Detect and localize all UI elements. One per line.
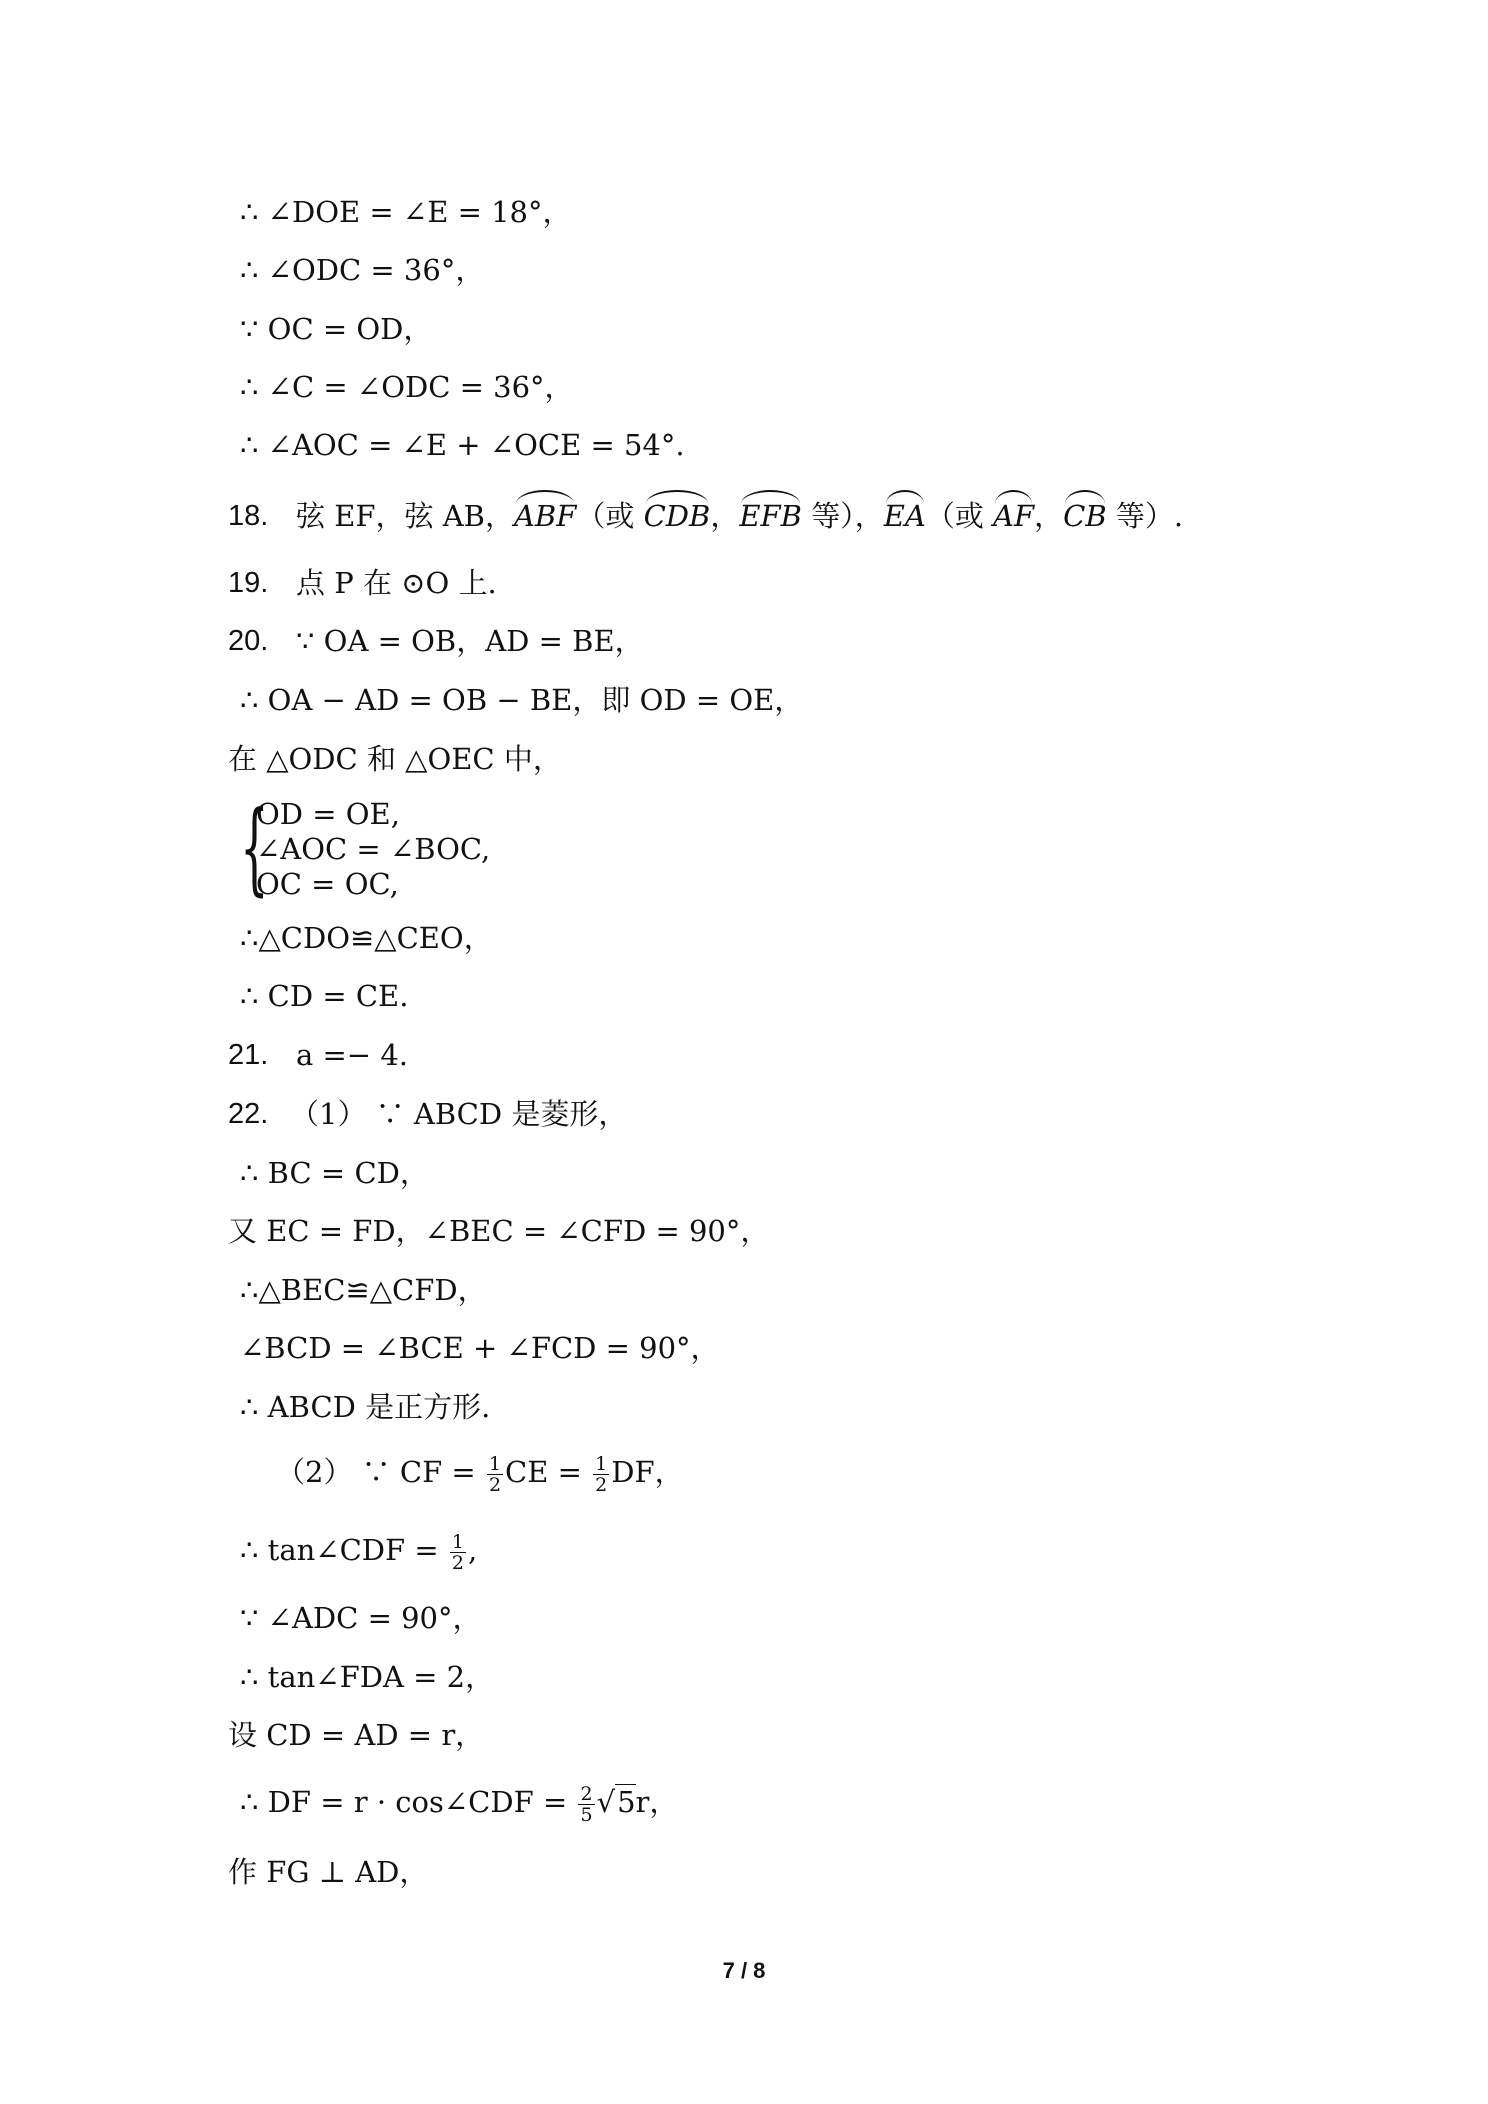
numerator: 1 [595, 1452, 608, 1475]
text-line: ∴△CDO≌△CEO， [240, 921, 493, 955]
question-number: 18. [228, 500, 269, 532]
text-line: 作 FG ⊥ AD， [228, 1855, 429, 1889]
text-line [240, 1782, 678, 1825]
numerator: 1 [488, 1452, 502, 1475]
arc-label: AF [993, 496, 1034, 536]
system-line: OC = OC, [256, 867, 399, 901]
text-line: ∴ ∠C = ∠ODC = 36°， [240, 370, 574, 404]
text-line: ∵ ∠ADC = 90°， [240, 1601, 482, 1635]
text-line: ∠BCD = ∠BCE + ∠FCD = 90°， [240, 1331, 720, 1365]
text-segment: ∴ tan∠CDF = [240, 1533, 448, 1567]
system-line: ∠AOC = ∠BOC, [256, 832, 491, 866]
fraction-half [593, 1454, 609, 1495]
text-segment: CE = [505, 1455, 592, 1489]
denominator: 2 [595, 1473, 608, 1496]
text-line [276, 1452, 684, 1495]
page-number: 7 / 8 [722, 1958, 766, 1983]
answer-21: a =− 4. [296, 1038, 408, 1072]
numerator: 1 [451, 1530, 464, 1553]
denominator: 2 [451, 1551, 464, 1574]
arc-label: ABF [514, 496, 576, 536]
sqrt-sign: √ [596, 1785, 616, 1819]
text-line: 设 CD = AD = r， [228, 1718, 485, 1752]
text-line: ∴ ∠AOC = ∠E + ∠OCE = 54°. [240, 428, 685, 462]
text-line: ∵ OC = OD， [240, 312, 433, 346]
text-segment: （2） ∵ CF = [276, 1455, 485, 1489]
text-line: 在 △ODC 和 △OEC 中， [228, 742, 562, 776]
text-segment: 等）. [1106, 499, 1184, 533]
question-number: 19. [228, 567, 269, 599]
text-line: ∴ tan∠FDA = 2， [240, 1660, 495, 1694]
text-line: ∴ ABCD 是正方形. [240, 1390, 491, 1424]
answer-18 [296, 496, 1183, 536]
question-number: 20. [228, 625, 269, 657]
system-line: OD = OE, [256, 797, 400, 831]
text-line: 又 EC = FD，∠BEC = ∠CFD = 90°， [228, 1214, 770, 1248]
text-segment: （或 [925, 499, 994, 533]
question-number: 21. [228, 1039, 269, 1071]
text-segment: ， [710, 499, 740, 533]
fraction-two-fifths [578, 1784, 594, 1825]
text-line: ∴ ∠DOE = ∠E = 18°， [240, 195, 572, 229]
fraction-half [487, 1454, 503, 1495]
text-line: ∴ CD = CE. [240, 979, 409, 1013]
text-segment: r， [635, 1785, 679, 1819]
question-number: 22. [228, 1098, 269, 1130]
answer-19: 点 P 在 ⊙O 上. [296, 566, 497, 600]
fraction-half [450, 1532, 466, 1573]
text-line: ∵ OA = OB，AD = BE， [296, 624, 644, 658]
text-line: ∴ BC = CD， [240, 1156, 429, 1190]
text-segment: , [467, 1533, 478, 1567]
denominator: 5 [580, 1803, 593, 1826]
denominator: 2 [488, 1473, 502, 1496]
arc-label: CDB [644, 496, 711, 536]
text-segment: ∴ DF = r · cos∠CDF = [240, 1785, 577, 1819]
text-segment: 等）， [801, 499, 884, 533]
numerator: 2 [580, 1782, 593, 1805]
text-segment: ， [1034, 499, 1064, 533]
text-line: ∴△BEC≌△CFD， [240, 1273, 487, 1307]
text-line: ∴ ∠ODC = 36°， [240, 253, 485, 287]
left-brace: { [240, 789, 269, 906]
text-line: ∴ OA − AD = OB − BE，即 OD = OE， [240, 683, 804, 717]
arc-label: EFB [739, 496, 802, 536]
arc-label: CB [1063, 496, 1107, 536]
text-segment: （或 [576, 499, 644, 533]
text-segment: DF， [611, 1455, 684, 1489]
text-line [240, 1530, 477, 1573]
arc-label: EA [884, 496, 926, 536]
sqrt-radicand: 5 [617, 1785, 636, 1819]
text-segment: 弦 EF，弦 AB， [296, 499, 514, 533]
text-line: （1） ∵ ABCD 是菱形， [290, 1097, 628, 1131]
